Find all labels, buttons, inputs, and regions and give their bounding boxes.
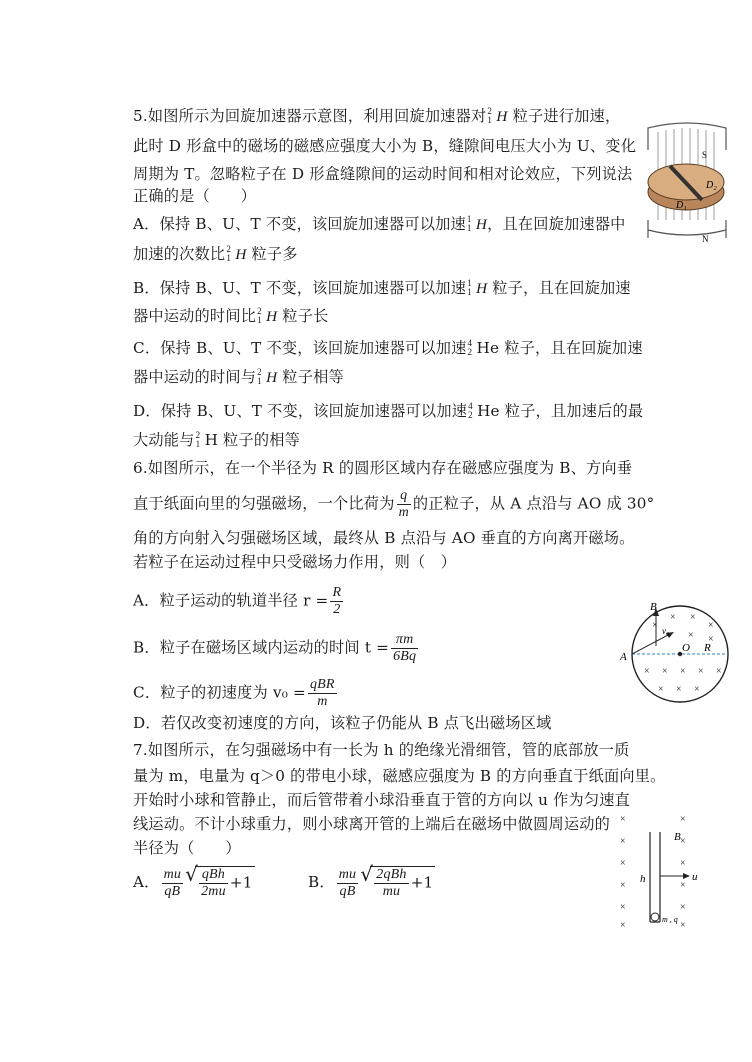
isotope	[466, 278, 476, 298]
q6-stem-line2	[133, 488, 654, 521]
cross-mark: ×	[708, 634, 714, 645]
q5-option-a-line2	[133, 244, 298, 265]
r-label: R	[704, 642, 711, 654]
q5-stem-line4: 正确的是（ ）	[133, 187, 257, 205]
numerator: mu	[163, 866, 182, 882]
isotope	[195, 430, 205, 450]
fraction	[337, 867, 359, 900]
cross-mark: ×	[680, 666, 686, 677]
q6-option-a	[133, 585, 345, 618]
text: 粒子相等	[277, 368, 344, 386]
q5-option-b-line1	[133, 278, 631, 299]
option-label: A．	[133, 873, 160, 891]
cross-mark: ×	[698, 666, 704, 677]
atomic-number: 2	[468, 410, 473, 420]
element-symbol: H	[266, 369, 278, 386]
q5-stem-line1	[133, 106, 620, 127]
text: 粒子，且在回旋加速	[499, 339, 643, 357]
q7-option-b	[308, 866, 435, 900]
isotope	[467, 401, 477, 421]
atomic-number: 1	[257, 315, 262, 325]
cross-mark: ×	[620, 920, 626, 931]
text: 粒子进行加速，	[507, 107, 621, 125]
atomic-number: 1	[487, 115, 493, 125]
q5-option-d-line2	[133, 430, 300, 450]
text: B．粒子在磁场区域内运动的时间 t =	[133, 638, 390, 657]
b-point-label: B	[650, 601, 657, 613]
cross-mark: ×	[708, 620, 714, 631]
cross-mark: ×	[620, 814, 626, 825]
plus-one: +1	[229, 873, 253, 892]
option-label: B．	[308, 873, 335, 891]
q5-stem-line3: 周期为 T。忽略粒子在 D 形盒缝隙间的运动时间和相对论效应，下列说法	[133, 165, 633, 183]
text: 粒子多	[246, 245, 298, 263]
isotope	[486, 106, 496, 126]
cross-mark: ×	[680, 836, 686, 847]
radical	[370, 866, 435, 900]
denominator: 2mu	[201, 884, 226, 899]
plus-one: +1	[410, 873, 434, 892]
fraction	[308, 677, 337, 710]
q6-option-b	[133, 632, 420, 665]
cross-mark: ×	[690, 612, 696, 623]
q7-stem-line1: 7.如图所示，在匀强磁场中有一长为 h 的绝缘光滑细管，管的底部放一质	[133, 741, 630, 759]
isotope	[466, 214, 476, 234]
isotope	[256, 367, 266, 387]
cross-mark: ×	[644, 666, 650, 677]
denominator: 6Bq	[393, 649, 417, 664]
mass-number: 2	[257, 306, 262, 316]
text: A．保持 B、U、T 不变，该回旋加速器可以加速	[133, 215, 466, 233]
mass-number: 1	[466, 214, 472, 224]
q5-option-a-line1	[133, 214, 626, 235]
atomic-number: 1	[466, 223, 472, 233]
s-pole-label: S	[702, 150, 708, 160]
h-label: h	[640, 873, 646, 885]
cross-mark: ×	[652, 620, 658, 631]
text: 的正粒子，从 A 点沿与 AO 成 30°	[412, 494, 655, 513]
radical	[195, 866, 255, 900]
fraction	[330, 585, 343, 618]
element-symbol: H	[476, 280, 488, 297]
mass-number: 2	[226, 244, 232, 254]
text: 5.如图所示为回旋加速器示意图，利用回旋加速器对	[133, 107, 487, 125]
circular-field-figure	[612, 598, 742, 710]
q7-option-a	[133, 866, 255, 900]
text: 器中运动的时间比	[133, 307, 257, 325]
element-symbol: He	[477, 402, 500, 420]
numerator: q	[400, 488, 408, 503]
text: 直于纸面向里的匀强磁场，一个比荷为	[133, 494, 395, 513]
q7-stem-line5: 半径为（ ）	[133, 839, 241, 857]
cross-mark: ×	[694, 684, 700, 695]
u-label: u	[692, 871, 698, 883]
velocity-arrow	[683, 873, 690, 879]
n-pole-label: N	[702, 234, 709, 244]
denominator: 2	[330, 601, 343, 618]
text: 粒子的相等	[218, 431, 300, 449]
tube-field-figure	[614, 810, 710, 934]
cross-mark: ×	[680, 858, 686, 869]
element-symbol: H	[204, 431, 219, 449]
text: B．保持 B、U、T 不变，该回旋加速器可以加速	[133, 279, 467, 297]
atomic-number: 2	[467, 347, 473, 357]
cross-mark: ×	[670, 612, 676, 623]
mass-number: 1	[467, 278, 472, 288]
magnet-bottom	[648, 220, 726, 238]
text: C．粒子的初速度为 v₀ =	[133, 683, 306, 702]
atomic-number: 1	[257, 376, 262, 386]
atomic-number: 1	[226, 253, 232, 263]
o-point-label: O	[682, 642, 690, 654]
q5-option-b-line2	[133, 306, 328, 327]
element-symbol: He	[476, 339, 500, 357]
d2-label: D₂	[706, 180, 717, 191]
text: 器中运动的时间与	[133, 368, 257, 386]
cross-mark: ×	[676, 684, 682, 695]
cross-mark: ×	[620, 902, 626, 913]
isotope	[225, 244, 235, 264]
element-symbol: H	[475, 216, 488, 233]
text: 加速的次数比	[133, 245, 226, 263]
q5-option-c-line1	[133, 338, 643, 358]
v0-line	[632, 634, 670, 654]
isotope	[467, 338, 477, 358]
numerator: mu	[338, 866, 357, 882]
mass-number: 4	[468, 401, 473, 411]
element-symbol: H	[235, 246, 247, 263]
q6-stem-line3: 角的方向射入匀强磁场区域，最终从 B 点沿与 AO 垂直的方向离开磁场。	[133, 529, 635, 547]
text: 大动能与	[133, 431, 195, 449]
cross-mark: ×	[658, 684, 664, 695]
q7-stem-line2: 量为 m，电量为 q＞0 的带电小球，磁感应强度为 B 的方向垂直于纸面向里。	[133, 767, 666, 785]
mass-number: 2	[487, 106, 493, 116]
cross-mark: ×	[680, 902, 686, 913]
fraction	[199, 867, 228, 900]
q6-stem-line4: 若粒子在运动过程中只受磁场力作用，则（ ）	[133, 553, 457, 571]
cross-mark: ×	[688, 630, 694, 641]
mass-number: 2	[257, 367, 262, 377]
cross-mark: ×	[620, 836, 626, 847]
text: ，且在回旋加速器中	[487, 215, 626, 233]
cross-mark: ×	[680, 880, 686, 891]
d1-label: D₁	[676, 200, 687, 211]
q6-option-d: D．若仅改变初速度的方向，该粒子仍能从 B 点飞出磁场区域	[133, 714, 552, 732]
text: 粒子长	[277, 307, 329, 325]
cross-mark: ×	[620, 880, 626, 891]
text: C．保持 B、U、T 不变，该回旋加速器可以加速	[133, 339, 467, 357]
text: A．粒子运动的轨道半径 r =	[133, 591, 329, 610]
v0-label: v₀	[662, 626, 670, 636]
denominator: qB	[337, 883, 359, 900]
isotope	[256, 306, 266, 326]
numerator: qBR	[309, 677, 335, 692]
text: D．保持 B、U、T 不变，该回旋加速器可以加速	[133, 402, 468, 420]
q5-option-d-line1	[133, 401, 643, 421]
denominator: mu	[374, 883, 408, 900]
cross-mark: ×	[716, 666, 722, 677]
fraction	[162, 867, 184, 900]
b-label: B	[674, 831, 681, 843]
cross-mark: ×	[680, 814, 686, 825]
cross-mark: ×	[680, 920, 686, 931]
q7-stem-line4: 线运动。不计小球重力，则小球离开管的上端后在磁场中做圆周运动的	[133, 815, 611, 833]
text: 粒子，且加速后的最	[499, 402, 644, 420]
q6-stem-line1: 6.如图所示，在一个半径为 R 的圆形区域内存在磁感应强度为 B、方向垂	[133, 459, 633, 477]
q6-option-c	[133, 677, 339, 710]
atomic-number: 1	[195, 439, 201, 449]
cyclotron-figure	[640, 120, 735, 245]
fraction	[374, 867, 408, 900]
numerator: R	[332, 585, 342, 600]
charged-ball	[651, 913, 659, 921]
mq-label: m , q	[662, 915, 678, 924]
fraction	[397, 488, 411, 521]
element-symbol: H	[266, 308, 278, 325]
q5-option-c-line2	[133, 367, 344, 388]
mass-number: 2	[195, 430, 201, 440]
q7-stem-line3: 开始时小球和管静止，而后管带着小球沿垂直于管的方向以 u 作为匀速直	[133, 791, 631, 809]
fraction	[391, 632, 418, 665]
cross-mark: ×	[662, 666, 668, 677]
mass-number: 4	[467, 338, 473, 348]
denominator: m	[308, 693, 337, 710]
q5-stem-line2: 此时 D 形盒中的磁场的磁感应强度大小为 B，缝隙间电压大小为 U、变化	[133, 137, 637, 155]
numerator: πm	[395, 632, 414, 647]
element-symbol: H	[496, 108, 508, 125]
a-point-label: A	[620, 651, 627, 663]
numerator: √ qBh	[201, 867, 226, 882]
numerator: √ 2qBh	[376, 867, 407, 882]
denominator: m	[398, 505, 409, 520]
atomic-number: 1	[467, 287, 472, 297]
text: 粒子，且在回旋加速	[487, 279, 631, 297]
cross-mark: ×	[620, 858, 626, 869]
denominator: qB	[162, 883, 184, 900]
